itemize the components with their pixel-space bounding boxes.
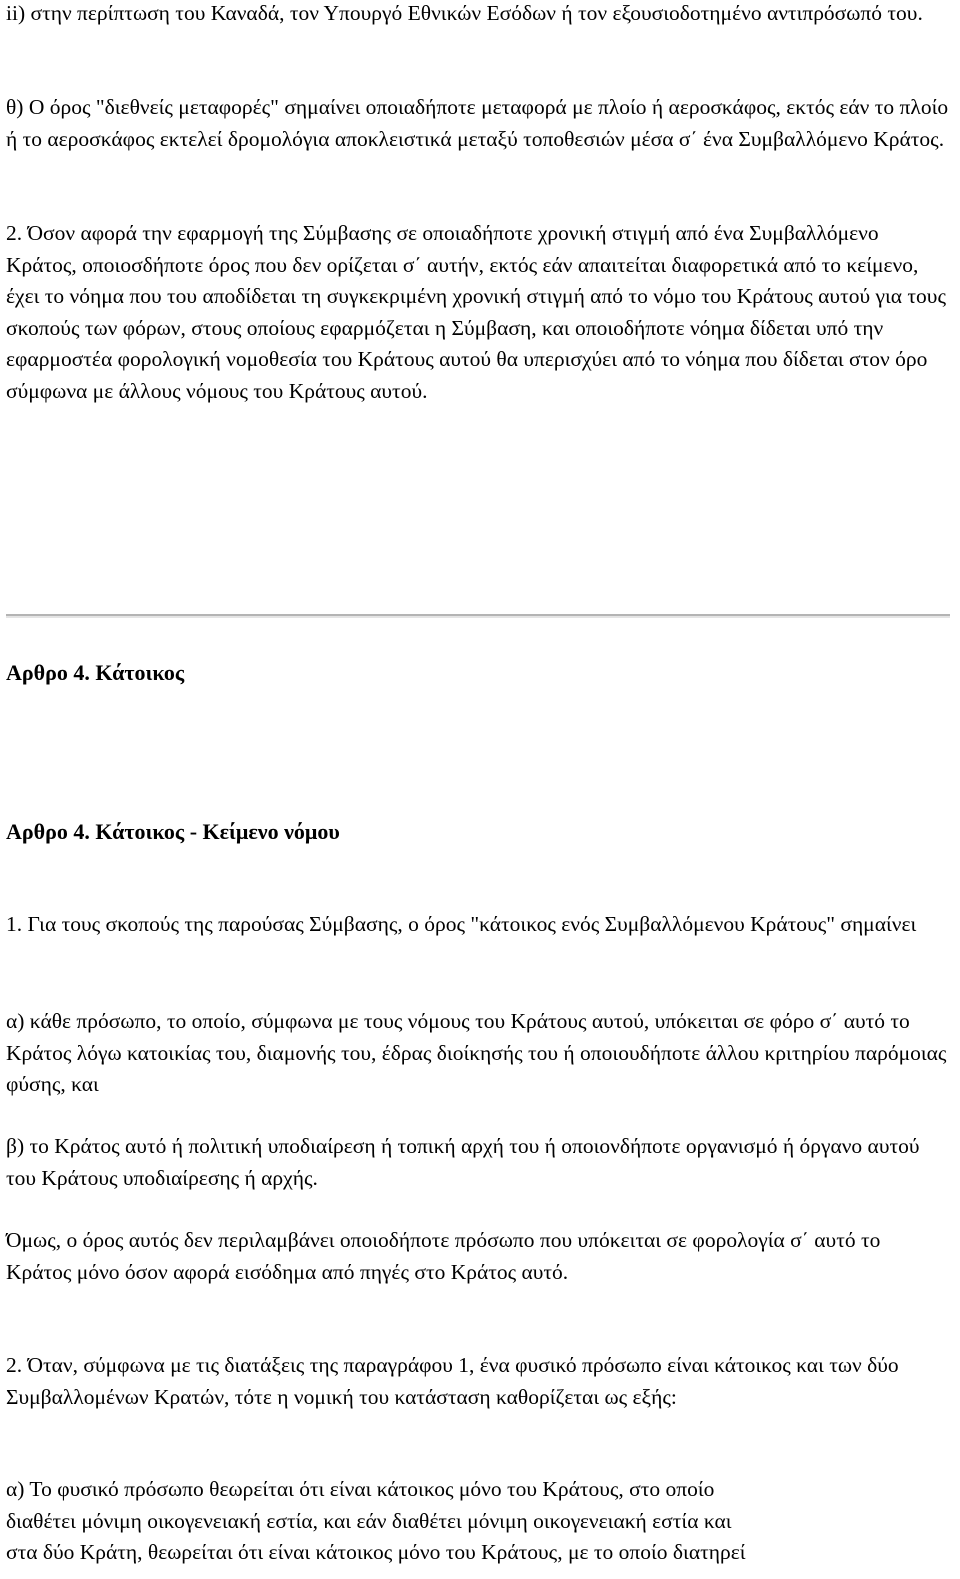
- paragraph-b-state-subdivision: β) το Κράτος αυτό ή πολιτική υποδιαίρεση ή τοπική αρχή του ή οποιονδήποτε οργανισμό ή όργανο αυτού του Κράτους υποδιαίρεσης ή αρχής.: [6, 1134, 920, 1190]
- paragraph-international-transport: θ) Ο όρος "διεθνείς μεταφορές" σημαίνει οποιαδήποτε μεταφορά με πλοίο ή αεροσκάφος, εκτός εάν το πλοίο ή το αεροσκάφος εκτελεί δρομολόγια αποκλειστικά μεταξύ τοποθεσιών μέσα σ΄ ένα Συμβαλλόμενο Κράτος.: [6, 95, 949, 151]
- article-4-heading: Αρθρο 4. Κάτοικος: [6, 660, 185, 685]
- tie-breaker-line-1: α) Το φυσικό πρόσωπο θεωρείται ότι είναι κάτοικος μόνο του Κράτους, στο οποίο: [6, 1477, 715, 1501]
- paragraph-a-any-person: α) κάθε πρόσωπο, το οποίο, σύμφωνα με τους νόμους του Κράτους αυτού, υπόκειται σε φόρο σ΄ αυτό το Κράτος λόγω κατοικίας του, διαμονής του, έδρας διοίκησής του ή οποιουδήποτε άλλου κριτηρίου παρόμοιας φύσης, και: [6, 1009, 947, 1096]
- paragraph-1-resident-definition: 1. Για τους σκοπούς της παρούσας Σύμβασης, ο όρος "κάτοικος ενός Συμβαλλόμενου Κράτους" σημαίνει: [6, 912, 917, 936]
- tie-breaker-line-2: διαθέτει μόνιμη οικογενειακή εστία, και εάν διαθέτει μόνιμη οικογενειακή εστία και: [6, 1508, 732, 1533]
- paragraph-exclusion: Όμως, ο όρος αυτός δεν περιλαμβάνει οποιοδήποτε πρόσωπο που υπόκειται σε φορολογία σ΄ αυτό το Κράτος μόνο όσον αφορά εισόδημα από πηγές στο Κράτος αυτό.: [6, 1228, 881, 1284]
- paragraph-2-interpretation: 2. Όσον αφορά την εφαρμογή της Σύμβασης σε οποιαδήποτε χρονική στιγμή από ένα Συμβαλλόμενο Κράτος, οποιοσδήποτε όρος που δεν ορίζεται σ΄ αυτήν, εκτός εάν απαιτείται διαφορετικά από το κείμενο, έχει το νόημα που του αποδίδεται τη συγκεκριμένη χρονική στιγμή από το νόμο του Κράτους αυτού για τους σκοπούς των φόρων, στους οποίους εφαρμόζεται η Σύμβαση, και οποιοδήποτε νόημα δίδεται υπό την εφαρμοστέα φορολογική νομοθεσία του Κράτους αυτού θα υπερισχύει από το νόημα που δίδεται στον όρο σύμφωνα με άλλους νόμους του Κράτους αυτού.: [6, 221, 946, 403]
- tie-breaker-line-3: στα δύο Κράτη, θεωρείται ότι είναι κάτοικος μόνο του Κράτους, με το οποίο διατηρεί: [6, 1540, 746, 1564]
- paragraph-a-tie-breaker: [6, 1474, 950, 1569]
- horizontal-divider: [6, 614, 950, 618]
- text-fragment-top: ii) στην περίπτωση του Καναδά, τον Υπουργό Εθνικών Εσόδων ή τον εξουσιοδοτημένο αντιπρόσωπό του.: [6, 1, 923, 25]
- article-4-law-text-heading: Αρθρο 4. Κάτοικος - Κείμενο νόμου: [6, 819, 340, 844]
- paragraph-2-dual-residence: 2. Όταν, σύμφωνα με τις διατάξεις της παραγράφου 1, ένα φυσικό πρόσωπο είναι κάτοικος και των δύο Συμβαλλομένων Κρατών, τότε η νομική του κατάσταση καθορίζεται ως εξής:: [6, 1353, 899, 1409]
